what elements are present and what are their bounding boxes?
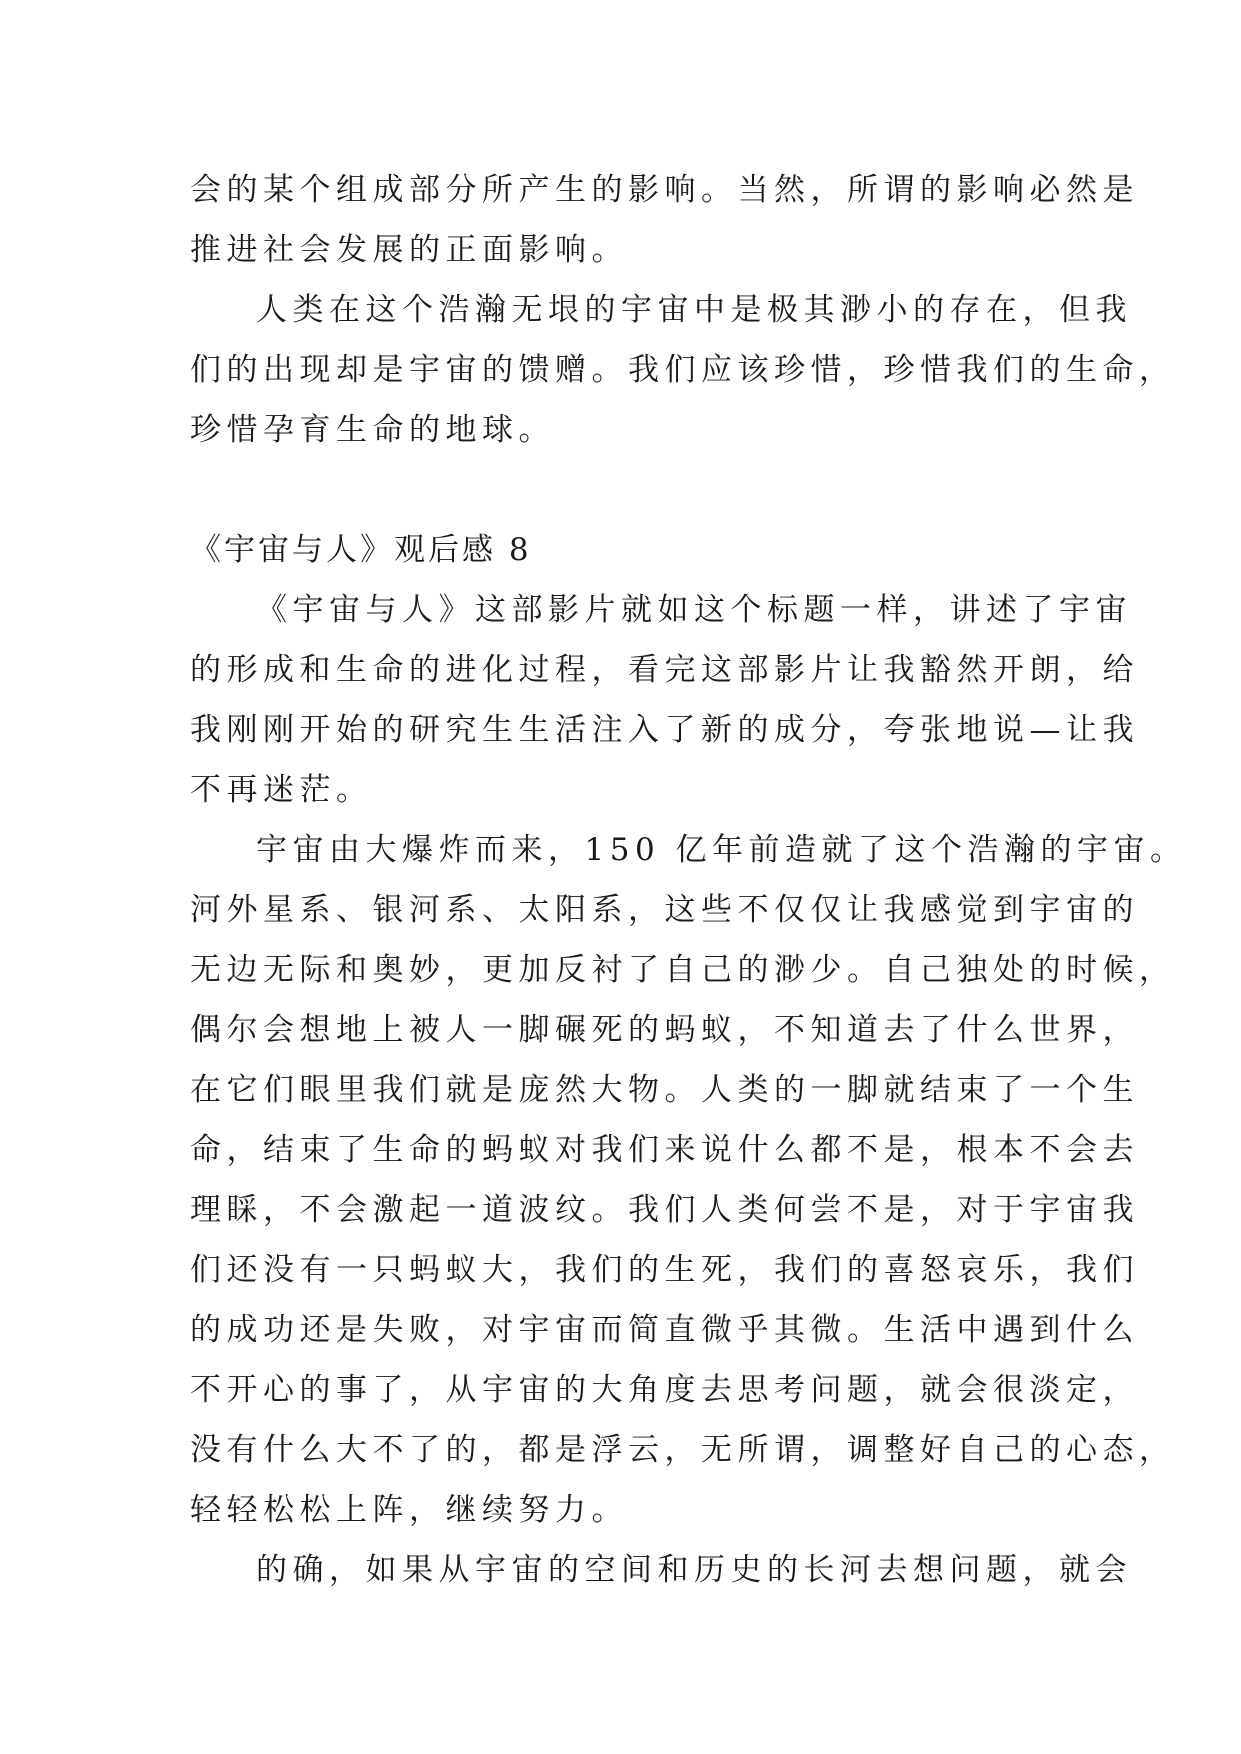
text-line: 不再迷茫。 [190, 772, 373, 808]
text-line: 珍惜孕育生命的地球。 [190, 412, 555, 448]
text-line: 没有什么大不了的，都是浮云，无所谓，调整好自己的心态， [190, 1432, 1176, 1468]
text-line: 们还没有一只蚂蚁大，我们的生死，我们的喜怒哀乐，我们 [190, 1252, 1139, 1288]
text-line: 人类在这个浩瀚无垠的宇宙中是极其渺小的存在，但我 [256, 292, 1132, 328]
text-line: 们的出现却是宇宙的馈赠。我们应该珍惜，珍惜我们的生命， [190, 352, 1176, 388]
text-line: 我刚刚开始的研究生生活注入了新的成分，夸张地说—让我 [190, 712, 1139, 748]
text-line: 河外星系、银河系、太阳系，这些不仅仅让我感觉到宇宙的 [190, 892, 1139, 928]
text-line: 宇宙由大爆炸而来，150 亿年前造就了这个浩瀚的宇宙。 [256, 832, 1187, 868]
paragraph-2 [190, 280, 1176, 460]
document-page [190, 160, 1187, 1600]
text-line: 不开心的事了，从宇宙的大角度去思考问题，就会很淡定， [190, 1372, 1139, 1408]
text-line: 推进社会发展的正面影响。 [190, 232, 628, 268]
text-line: 命，结束了生命的蚂蚁对我们来说什么都不是，根本不会去 [190, 1132, 1139, 1168]
text-line: 轻轻松松上阵，继续努力。 [190, 1492, 628, 1528]
text-line: 会的某个组成部分所产生的影响。当然，所谓的影响必然是 [190, 172, 1139, 208]
section-heading: 《宇宙与人》观后感 8 [190, 532, 532, 568]
text-line: 在它们眼里我们就是庞然大物。人类的一脚就结束了一个生 [190, 1072, 1139, 1108]
text-line: 的成功还是失败，对宇宙而简直微乎其微。生活中遇到什么 [190, 1312, 1139, 1348]
text-line: 的确，如果从宇宙的空间和历史的长河去想问题，就会 [256, 1552, 1132, 1588]
text-line: 《宇宙与人》这部影片就如这个标题一样，讲述了宇宙 [256, 592, 1132, 628]
paragraph-1 [190, 160, 1139, 280]
text-line: 无边无际和奥妙，更加反衬了自己的渺少。自己独处的时候， [190, 952, 1176, 988]
paragraph-3 [190, 580, 1139, 820]
text-line: 的形成和生命的进化过程，看完这部影片让我豁然开朗，给 [190, 652, 1139, 688]
text-line: 理睬，不会激起一道波纹。我们人类何尝不是，对于宇宙我 [190, 1192, 1139, 1228]
paragraph-5 [190, 1540, 1132, 1600]
blank-line [190, 460, 1056, 520]
text-line: 偶尔会想地上被人一脚碾死的蚂蚁，不知道去了什么世界， [190, 1012, 1139, 1048]
paragraph-4 [190, 820, 1187, 1540]
